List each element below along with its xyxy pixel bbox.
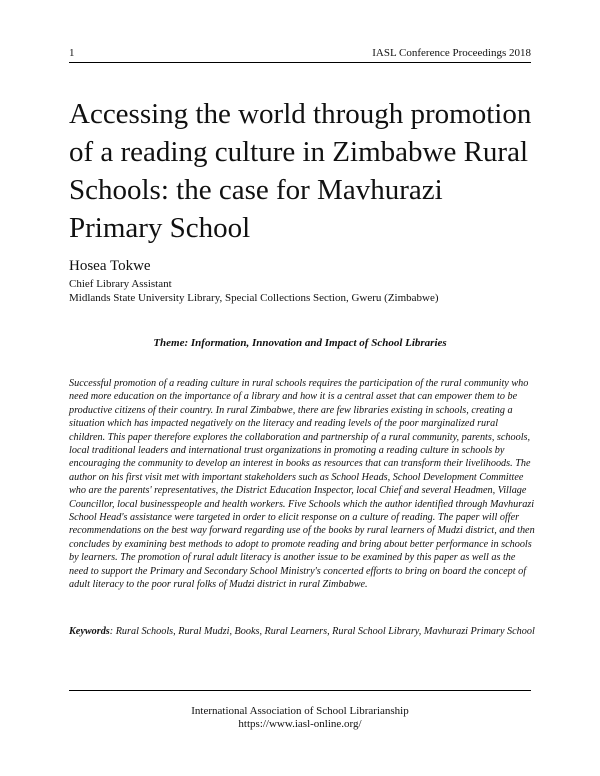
header-divider (69, 62, 531, 63)
keywords (69, 625, 535, 638)
author-name: Hosea Tokwe (69, 258, 151, 274)
running-header: IASL Conference Proceedings 2018 (372, 47, 531, 59)
footer-organization: International Association of School Librarianship (191, 705, 409, 717)
page-number: 1 (69, 47, 75, 59)
keywords-label: Keywords (69, 626, 110, 637)
footer-divider (69, 690, 531, 691)
footer-url[interactable]: https://www.iasl-online.org/ (238, 718, 362, 730)
abstract: Successful promotion of a reading culture in rural schools requires the participation of the rural community who need more education on the importance of a library and how it is a central asset that can empower them to be productive citizens of their country. In rural Zimbabwe, there are few libraries existing in schools, creating a situation which has impacted negatively on the literacy and reading levels of the poor marginalized rural children. This paper therefore explores the collaboration and partnership of a rural community, parents, schools, local traditional leaders and international trust organizations in promoting a reading culture in schools by encouraging the community to develop an interest in books as resources that can transform their livelihoods. The author on his first visit met with important stakeholders such as School Heads, School Development Committee who are the parents' representatives, the District Education Inspector, local Chief and several Headmen, Village Councillor, local businesspeople and health workers. Five Schools which the author identified through Mavhurazi School Head's assistance were targeted in order to elicit response on a culture of reading. The paper will offer recommendations on the best way forward regarding use of the books by rural learners of Mudzi district, and then concludes by examining best methods to adopt to promote reading and bring about better performance in schools by learners. The promotion of rural adult literacy is another issue to be examined by this paper as well as the need to support the Primary and Secondary School Ministry's concerted efforts to bring on board the concept of adult literacy to the poor rural folks of Mudzi district in rural Zimbabwe. (69, 378, 535, 591)
keywords-list: : Rural Schools, Rural Mudzi, Books, Rural Learners, Rural School Library, Mavhurazi Primary School (109, 626, 535, 637)
paper-title: Accessing the world through promotion of a reading culture in Zimbabwe Rural Schools: the case for Mavhurazi Primary School (69, 98, 532, 244)
conference-theme: Theme: Information, Innovation and Impact of School Libraries (153, 337, 447, 349)
author-role: Chief Library Assistant (69, 278, 172, 290)
author-affiliation: Midlands State University Library, Special Collections Section, Gweru (Zimbabwe) (69, 292, 439, 304)
